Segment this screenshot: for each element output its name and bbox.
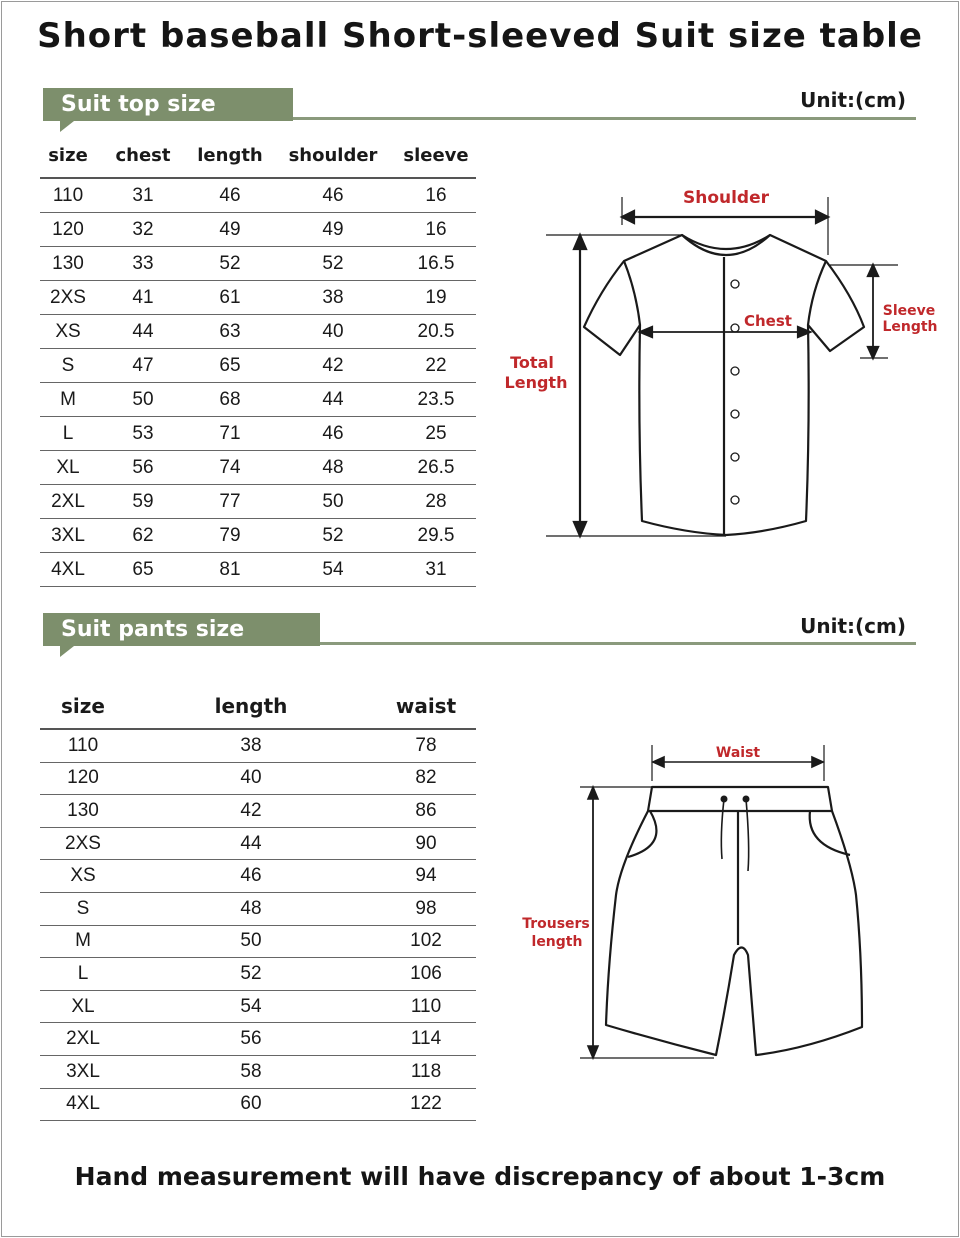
pants-cell-length: 44 xyxy=(126,827,376,860)
pants-cell-length: 38 xyxy=(126,729,376,762)
top-header-chest: chest xyxy=(96,133,190,178)
pants-cell-length: 46 xyxy=(126,860,376,893)
top-cell-size: S xyxy=(40,349,96,383)
shirt-button xyxy=(731,280,739,288)
top-cell-sleeve: 16 xyxy=(396,213,476,247)
shorts-diagram xyxy=(510,735,930,1075)
pants-cell-length: 58 xyxy=(126,1055,376,1088)
shirt-left-seam xyxy=(624,261,640,325)
table-row xyxy=(40,213,476,247)
top-cell-shoulder: 49 xyxy=(270,213,396,247)
left-pocket xyxy=(628,811,656,857)
shirt-button xyxy=(731,367,739,375)
chest-label: Chest xyxy=(744,312,792,330)
shirt-button xyxy=(731,324,739,332)
pants-cell-length: 54 xyxy=(126,990,376,1023)
top-cell-shoulder: 54 xyxy=(270,553,396,587)
top-cell-sleeve: 22 xyxy=(396,349,476,383)
top-cell-size: M xyxy=(40,383,96,417)
top-table-header-row xyxy=(40,133,476,178)
top-cell-size: 120 xyxy=(40,213,96,247)
shorts-outline xyxy=(606,811,862,1055)
sleeve-length-label-2: Length xyxy=(882,319,938,335)
total-length-label-2: Length xyxy=(504,373,568,392)
pants-cell-size: 2XS xyxy=(40,827,126,860)
top-cell-chest: 47 xyxy=(96,349,190,383)
pants-header-length: length xyxy=(126,684,376,729)
pants-unit-label: Unit:(cm) xyxy=(800,614,906,638)
top-cell-sleeve: 20.5 xyxy=(396,315,476,349)
top-cell-length: 79 xyxy=(190,519,270,553)
pants-cell-size: XS xyxy=(40,860,126,893)
top-cell-size: 130 xyxy=(40,247,96,281)
pants-cell-size: L xyxy=(40,958,126,991)
top-header-length: length xyxy=(190,133,270,178)
shirt-right-seam xyxy=(808,261,826,325)
top-cell-length: 74 xyxy=(190,451,270,485)
pants-cell-length: 50 xyxy=(126,925,376,958)
pants-cell-size: 110 xyxy=(40,729,126,762)
pants-cell-size: 2XL xyxy=(40,1023,126,1056)
top-cell-sleeve: 29.5 xyxy=(396,519,476,553)
top-cell-length: 49 xyxy=(190,213,270,247)
table-row xyxy=(40,178,476,213)
pants-tag-notch xyxy=(60,646,74,657)
top-cell-shoulder: 48 xyxy=(270,451,396,485)
pants-cell-length: 56 xyxy=(126,1023,376,1056)
pants-cell-size: 4XL xyxy=(40,1088,126,1121)
pants-cell-length: 60 xyxy=(126,1088,376,1121)
table-row xyxy=(40,1023,476,1056)
top-cell-chest: 62 xyxy=(96,519,190,553)
top-cell-shoulder: 52 xyxy=(270,247,396,281)
top-cell-size: 4XL xyxy=(40,553,96,587)
top-cell-chest: 32 xyxy=(96,213,190,247)
top-cell-shoulder: 46 xyxy=(270,417,396,451)
top-cell-size: 2XL xyxy=(40,485,96,519)
pants-cell-size: 120 xyxy=(40,762,126,795)
top-cell-sleeve: 19 xyxy=(396,281,476,315)
top-cell-chest: 59 xyxy=(96,485,190,519)
shirt-buttons xyxy=(731,280,739,504)
top-cell-shoulder: 46 xyxy=(270,178,396,213)
top-cell-size: 3XL xyxy=(40,519,96,553)
pants-table-header-row xyxy=(40,684,476,729)
trousers-length-label-2: length xyxy=(531,934,583,950)
top-cell-length: 61 xyxy=(190,281,270,315)
top-section-line xyxy=(293,117,916,120)
top-cell-chest: 44 xyxy=(96,315,190,349)
table-row xyxy=(40,315,476,349)
pants-cell-waist: 78 xyxy=(376,729,476,762)
top-cell-length: 68 xyxy=(190,383,270,417)
pants-cell-waist: 110 xyxy=(376,990,476,1023)
top-unit-label: Unit:(cm) xyxy=(800,88,906,112)
waistband xyxy=(648,787,832,811)
table-row xyxy=(40,451,476,485)
top-cell-shoulder: 50 xyxy=(270,485,396,519)
footer-note: Hand measurement will have discrepancy of about 1-3cm xyxy=(74,1162,886,1191)
top-cell-sleeve: 23.5 xyxy=(396,383,476,417)
table-row xyxy=(40,892,476,925)
pants-cell-size: XL xyxy=(40,990,126,1023)
top-cell-shoulder: 52 xyxy=(270,519,396,553)
top-cell-chest: 31 xyxy=(96,178,190,213)
shirt-button xyxy=(731,453,739,461)
shirt-button xyxy=(731,496,739,504)
top-cell-chest: 33 xyxy=(96,247,190,281)
top-cell-chest: 41 xyxy=(96,281,190,315)
top-cell-length: 71 xyxy=(190,417,270,451)
top-table-body xyxy=(40,178,476,587)
top-cell-length: 77 xyxy=(190,485,270,519)
top-cell-size: 2XS xyxy=(40,281,96,315)
shoulder-label: Shoulder xyxy=(682,188,770,208)
table-row xyxy=(40,281,476,315)
top-cell-sleeve: 31 xyxy=(396,553,476,587)
pants-cell-waist: 114 xyxy=(376,1023,476,1056)
table-row xyxy=(40,860,476,893)
drawstring-eyelet xyxy=(743,796,750,803)
pants-cell-length: 42 xyxy=(126,795,376,828)
pants-cell-size: 3XL xyxy=(40,1055,126,1088)
table-row xyxy=(40,485,476,519)
table-row xyxy=(40,383,476,417)
table-row xyxy=(40,247,476,281)
pants-cell-waist: 122 xyxy=(376,1088,476,1121)
table-row xyxy=(40,1055,476,1088)
top-cell-size: XS xyxy=(40,315,96,349)
table-row xyxy=(40,519,476,553)
top-cell-sleeve: 16.5 xyxy=(396,247,476,281)
top-cell-size: XL xyxy=(40,451,96,485)
table-row xyxy=(40,417,476,451)
pants-cell-waist: 118 xyxy=(376,1055,476,1088)
top-cell-length: 63 xyxy=(190,315,270,349)
pants-section-tag: Suit pants size table xyxy=(43,613,320,646)
shirt-collar xyxy=(682,235,770,255)
top-cell-size: L xyxy=(40,417,96,451)
top-cell-sleeve: 16 xyxy=(396,178,476,213)
trousers-length-label-1: Trousers xyxy=(522,916,590,932)
top-cell-length: 52 xyxy=(190,247,270,281)
table-row xyxy=(40,925,476,958)
top-header-sleeve: sleeve xyxy=(396,133,476,178)
table-row xyxy=(40,958,476,991)
table-row xyxy=(40,729,476,762)
top-tag-notch xyxy=(60,121,74,132)
table-row xyxy=(40,990,476,1023)
top-cell-shoulder: 44 xyxy=(270,383,396,417)
pants-section-line xyxy=(320,642,916,645)
pants-header-size: size xyxy=(40,684,126,729)
pants-cell-waist: 106 xyxy=(376,958,476,991)
pants-cell-length: 48 xyxy=(126,892,376,925)
top-header-shoulder: shoulder xyxy=(270,133,396,178)
shirt-diagram xyxy=(500,175,940,555)
pants-table-body xyxy=(40,729,476,1121)
top-cell-chest: 50 xyxy=(96,383,190,417)
pants-cell-waist: 102 xyxy=(376,925,476,958)
pants-cell-length: 52 xyxy=(126,958,376,991)
pants-cell-waist: 82 xyxy=(376,762,476,795)
top-cell-chest: 56 xyxy=(96,451,190,485)
pants-cell-length: 40 xyxy=(126,762,376,795)
top-cell-shoulder: 40 xyxy=(270,315,396,349)
top-cell-shoulder: 38 xyxy=(270,281,396,315)
top-cell-shoulder: 42 xyxy=(270,349,396,383)
drawstring-eyelet xyxy=(721,796,728,803)
table-row xyxy=(40,827,476,860)
top-section-tag: Suit top size table xyxy=(43,88,293,121)
sleeve-length-label-1: Sleeve xyxy=(882,303,936,319)
top-cell-sleeve: 28 xyxy=(396,485,476,519)
pants-cell-waist: 90 xyxy=(376,827,476,860)
total-length-label-1: Total xyxy=(510,353,554,372)
pants-cell-waist: 86 xyxy=(376,795,476,828)
pants-cell-size: M xyxy=(40,925,126,958)
top-cell-length: 81 xyxy=(190,553,270,587)
pants-cell-waist: 98 xyxy=(376,892,476,925)
top-cell-size: 110 xyxy=(40,178,96,213)
table-row xyxy=(40,349,476,383)
top-cell-length: 65 xyxy=(190,349,270,383)
pants-header-waist: waist xyxy=(376,684,476,729)
top-cell-length: 46 xyxy=(190,178,270,213)
waist-label: Waist xyxy=(715,745,761,761)
pants-cell-waist: 94 xyxy=(376,860,476,893)
table-row xyxy=(40,553,476,587)
table-row xyxy=(40,762,476,795)
top-cell-chest: 53 xyxy=(96,417,190,451)
drawstring-right xyxy=(746,799,749,871)
pants-cell-size: S xyxy=(40,892,126,925)
drawstring-left xyxy=(721,799,724,859)
table-row xyxy=(40,795,476,828)
table-row xyxy=(40,1088,476,1121)
top-size-table xyxy=(40,133,476,587)
top-cell-sleeve: 25 xyxy=(396,417,476,451)
page-title: Short baseball Short-sleeved Suit size table xyxy=(37,16,923,56)
shirt-button xyxy=(731,410,739,418)
top-cell-sleeve: 26.5 xyxy=(396,451,476,485)
top-cell-chest: 65 xyxy=(96,553,190,587)
pants-size-table xyxy=(40,684,476,1121)
top-header-size: size xyxy=(40,133,96,178)
pants-cell-size: 130 xyxy=(40,795,126,828)
